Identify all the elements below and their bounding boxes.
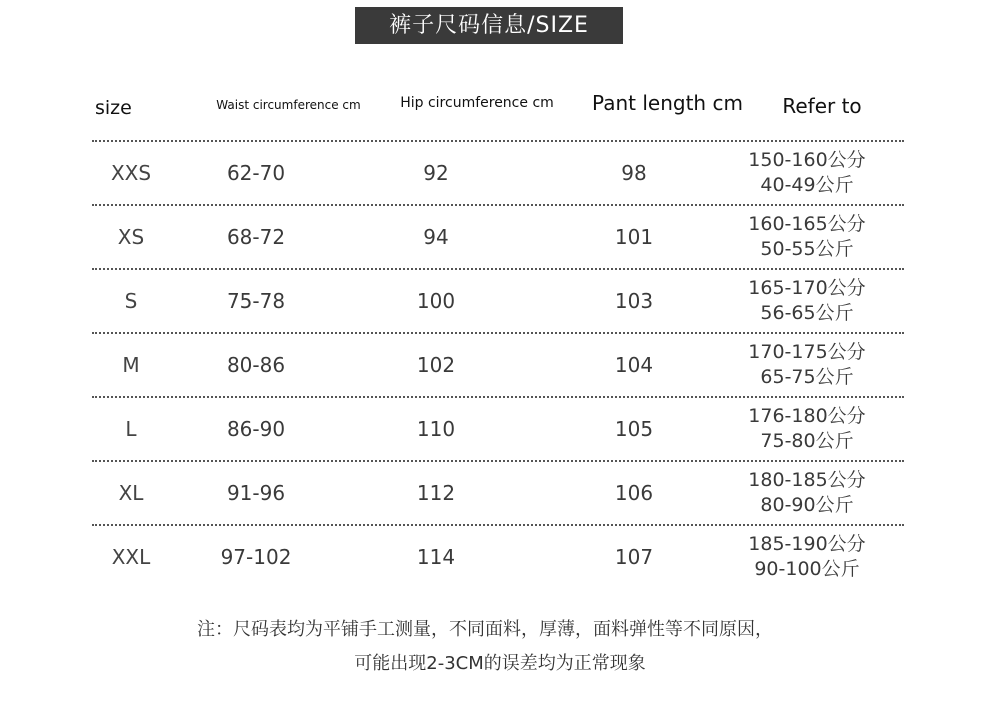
header-refer-to: Refer to [782, 94, 862, 118]
header-size: size [95, 97, 132, 119]
cell-refer [732, 462, 882, 524]
refer-weight: 56-65公斤 [760, 302, 854, 324]
cell-size: L [125, 417, 137, 441]
cell-hip: 94 [423, 225, 449, 249]
cell-refer [732, 206, 882, 268]
refer-height: 150-160公分 [748, 149, 866, 171]
table-row [92, 140, 904, 204]
refer-height: 165-170公分 [748, 277, 866, 299]
refer-weight: 75-80公斤 [760, 430, 854, 452]
cell-pant: 107 [614, 545, 654, 569]
cell-pant: 101 [614, 225, 654, 249]
cell-size: XXL [111, 545, 151, 569]
cell-size: XS [117, 225, 145, 249]
cell-waist: 75-78 [226, 289, 286, 313]
cell-hip: 92 [423, 161, 449, 185]
cell-pant: 103 [614, 289, 654, 313]
cell-size: XL [118, 481, 144, 505]
refer-weight: 90-100公斤 [754, 558, 860, 580]
refer-weight: 80-90公斤 [760, 494, 854, 516]
cell-size: S [124, 289, 138, 313]
refer-height: 160-165公分 [748, 213, 866, 235]
table-row [92, 524, 904, 588]
refer-height: 170-175公分 [748, 341, 866, 363]
cell-hip: 100 [416, 289, 456, 313]
table-row [92, 268, 904, 332]
cell-waist: 68-72 [226, 225, 286, 249]
page-title: 裤子尺码信息/SIZE [355, 7, 623, 44]
cell-waist: 91-96 [226, 481, 286, 505]
note-line-1: 注：尺码表均为平铺手工测量，不同面料，厚薄，面料弹性等不同原因， [197, 619, 773, 640]
refer-height: 185-190公分 [748, 533, 866, 555]
table-row [92, 396, 904, 460]
cell-refer [732, 526, 882, 588]
table-row [92, 460, 904, 524]
header-pant-length: Pant length cm [592, 91, 743, 115]
cell-hip: 110 [416, 417, 456, 441]
refer-height: 176-180公分 [748, 405, 866, 427]
cell-hip: 114 [416, 545, 456, 569]
cell-refer [732, 270, 882, 332]
cell-size: M [122, 353, 140, 377]
cell-refer [732, 398, 882, 460]
cell-waist: 80-86 [226, 353, 286, 377]
cell-hip: 102 [416, 353, 456, 377]
refer-weight: 50-55公斤 [760, 238, 854, 260]
refer-weight: 65-75公斤 [760, 366, 854, 388]
cell-pant: 104 [614, 353, 654, 377]
table-row [92, 204, 904, 268]
cell-waist: 62-70 [226, 161, 286, 185]
cell-refer [732, 142, 882, 204]
refer-height: 180-185公分 [748, 469, 866, 491]
cell-hip: 112 [416, 481, 456, 505]
note-line-2: 可能出现2-3CM的误差均为正常现象 [354, 653, 646, 674]
refer-weight: 40-49公斤 [760, 174, 854, 196]
cell-pant: 98 [621, 161, 647, 185]
cell-pant: 106 [614, 481, 654, 505]
cell-waist: 86-90 [226, 417, 286, 441]
size-table [92, 140, 904, 588]
table-row [92, 332, 904, 396]
header-hip: Hip circumference cm [400, 95, 554, 111]
cell-size: XXS [110, 161, 152, 185]
cell-refer [732, 334, 882, 396]
cell-waist: 97-102 [220, 545, 292, 569]
cell-pant: 105 [614, 417, 654, 441]
header-waist: Waist circumference cm [216, 98, 361, 112]
